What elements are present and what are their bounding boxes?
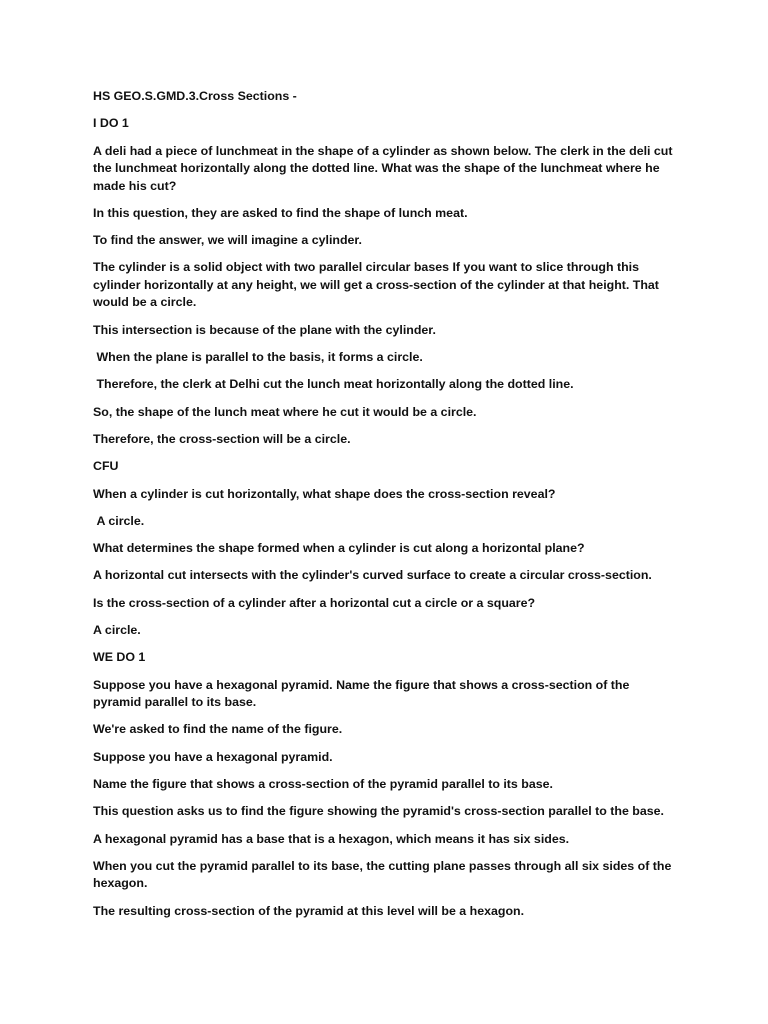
body-paragraph: Therefore, the cross-section will be a circle.: [93, 431, 351, 446]
body-paragraph: When the plane is parallel to the basis, it forms a circle.: [93, 350, 423, 365]
body-paragraph: To find the answer, we will imagine a cylinder.: [93, 233, 362, 248]
document-body: [93, 88, 678, 930]
body-paragraph: Therefore, the clerk at Delhi cut the lunch meat horizontally along the dotted line.: [93, 377, 574, 392]
body-paragraph: A hexagonal pyramid has a base that is a hexagon, which means it has six sides.: [93, 831, 570, 846]
body-paragraph: The resulting cross-section of the pyramid at this level will be a hexagon.: [93, 903, 525, 918]
question-paragraph: A deli had a piece of lunchmeat in the shape of a cylinder as shown below. The clerk in the deli cut the lunchmeat horizontally along the dotted line. What was the shape of the lunchmeat where he made his cut?: [93, 143, 676, 193]
body-paragraph: This intersection is because of the plane with the cylinder.: [93, 322, 436, 337]
document-title: HS GEO.S.GMD.3.Cross Sections -: [93, 89, 297, 103]
body-paragraph: Name the figure that shows a cross-section of the pyramid parallel to its base.: [93, 777, 553, 792]
body-paragraph: Suppose you have a hexagonal pyramid.: [93, 749, 333, 764]
question-paragraph: Suppose you have a hexagonal pyramid. Name the figure that shows a cross-section of the pyramid parallel to its base.: [93, 677, 633, 710]
body-paragraph: The cylinder is a solid object with two parallel circular bases If you want to slice through this cylinder horizontally at any height, we will get a cross-section of the cylinder at that height. That would be a circle.: [93, 260, 663, 310]
section-heading-i-do-1: I DO 1: [93, 116, 129, 131]
section-heading-we-do-1: WE DO 1: [93, 650, 146, 665]
section-heading-cfu: CFU: [93, 459, 119, 474]
answer-paragraph: A horizontal cut intersects with the cylinder's curved surface to create a circular cross-section.: [93, 568, 652, 583]
body-paragraph: This question asks us to find the figure showing the pyramid's cross-section parallel to the base.: [93, 804, 664, 819]
body-paragraph: In this question, they are asked to find the shape of lunch meat.: [93, 205, 468, 220]
question-paragraph: What determines the shape formed when a cylinder is cut along a horizontal plane?: [93, 541, 585, 556]
answer-paragraph: A circle.: [93, 513, 145, 528]
question-paragraph: Is the cross-section of a cylinder after a horizontal cut a circle or a square?: [93, 595, 536, 610]
question-paragraph: When a cylinder is cut horizontally, what shape does the cross-section reveal?: [93, 486, 556, 501]
answer-paragraph: A circle.: [93, 623, 141, 638]
body-paragraph: We're asked to find the name of the figure.: [93, 722, 343, 737]
body-paragraph: When you cut the pyramid parallel to its base, the cutting plane passes through all six sides of the hexagon.: [93, 858, 675, 891]
body-paragraph: So, the shape of the lunch meat where he cut it would be a circle.: [93, 404, 477, 419]
